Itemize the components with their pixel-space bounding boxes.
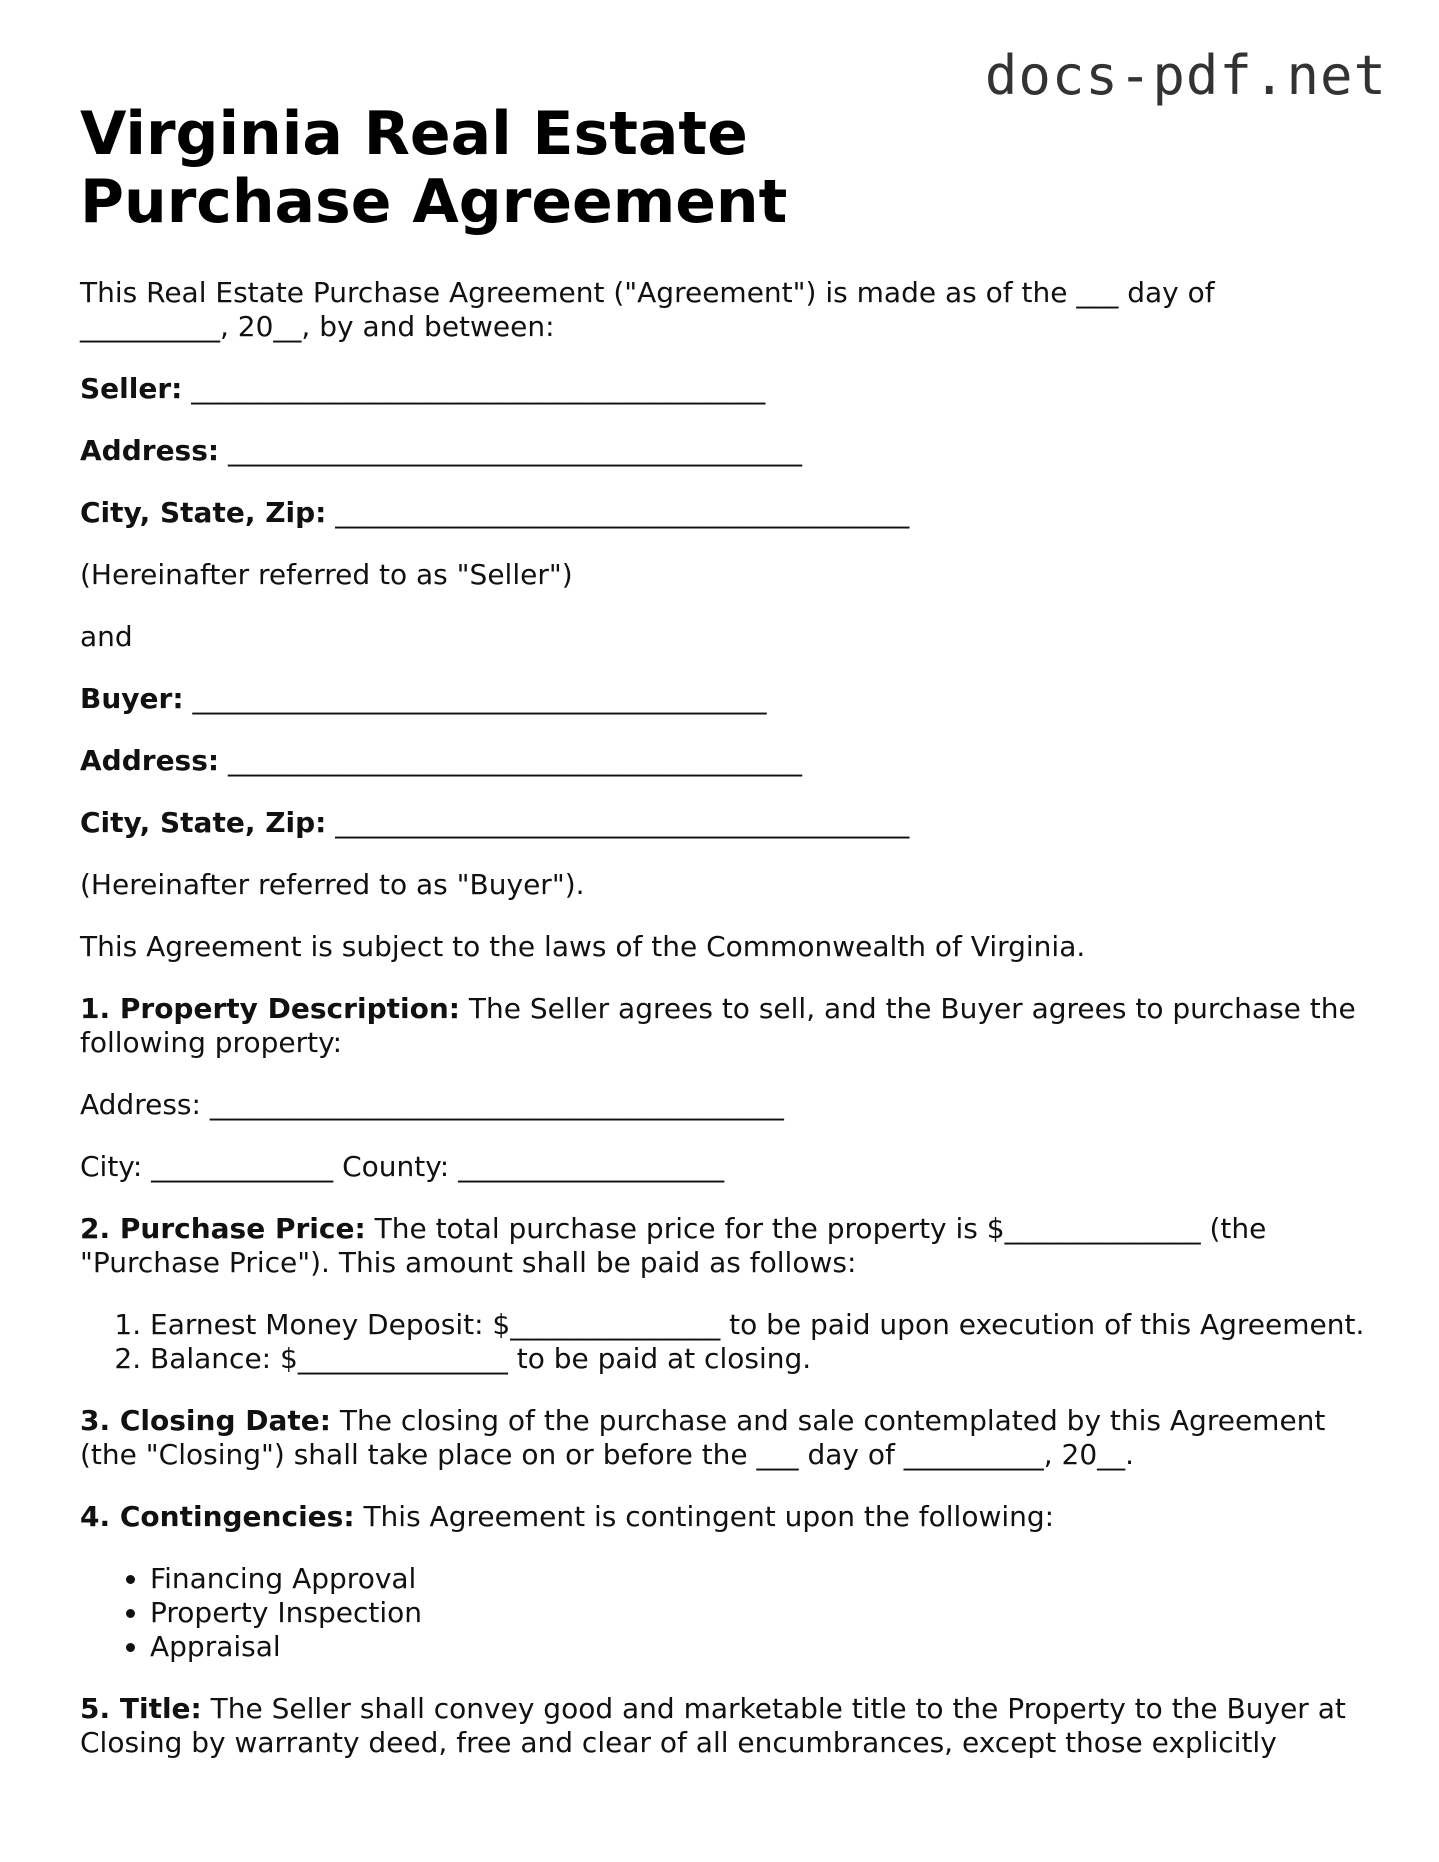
and-text: and [80, 620, 133, 653]
section-2-text: The total purchase price for the property is $______________ (the "Purchase Price"). This amount shall be paid as follows: [80, 1212, 1267, 1279]
list-item: • Financing Approval [150, 1562, 1370, 1596]
section-5-text: The Seller shall convey good and marketable title to the Property to the Buyer at Closing by warranty deed, free and clear of all encumbrances, except those explicitly [80, 1692, 1346, 1759]
seller-name-label: Seller: [80, 372, 183, 405]
seller-city-line [80, 496, 1370, 530]
contingencies-list [80, 1562, 1370, 1664]
section-1-heading: 1. Property Description: [80, 992, 460, 1025]
list-item: • Appraisal [150, 1630, 1370, 1664]
watermark: docs-pdf.net [984, 44, 1387, 107]
section-4-heading: 4. Contingencies: [80, 1500, 355, 1533]
intro-paragraph: This Real Estate Purchase Agreement ("Agreement") is made as of the ___ day of __________, 20__, by and between: [80, 276, 1215, 343]
buyer-name-label: Buyer: [80, 682, 184, 715]
payment-list [80, 1308, 1370, 1376]
buyer-referred: (Hereinafter referred to as "Buyer"). [80, 868, 585, 901]
document-page [80, 100, 1370, 1788]
buyer-name-line [80, 682, 1370, 716]
buyer-city-line [80, 806, 1370, 840]
property-address-line: Address: _________________________________________ [80, 1088, 784, 1121]
seller-city-label: City, State, Zip: [80, 496, 327, 529]
list-item: • Property Inspection [150, 1596, 1370, 1630]
section-2-purchase-price [80, 1212, 1370, 1280]
seller-address-blank: _________________________________________ [228, 434, 802, 467]
buyer-name-blank: _________________________________________ [192, 682, 767, 715]
buyer-city-blank: _________________________________________ [335, 806, 910, 839]
section-1-text: The Seller agrees to sell, and the Buyer agrees to purchase the following property: [80, 992, 1356, 1059]
section-3-closing-date [80, 1404, 1370, 1472]
page-title: Virginia Real Estate Purchase Agreement [80, 99, 788, 237]
section-1-property-description [80, 992, 1370, 1060]
seller-address-label: Address: [80, 434, 220, 467]
section-3-heading: 3. Closing Date: [80, 1404, 331, 1437]
section-5-heading: 5. Title: [80, 1692, 202, 1725]
seller-address-line [80, 434, 1370, 468]
section-4-text: This Agreement is contingent upon the following: [363, 1500, 1055, 1533]
property-city-county-line: City: _____________ County: ___________________ [80, 1150, 725, 1183]
buyer-address-label: Address: [80, 744, 220, 777]
buyer-address-blank: _________________________________________ [228, 744, 802, 777]
buyer-city-label: City, State, Zip: [80, 806, 327, 839]
section-2-heading: 2. Purchase Price: [80, 1212, 366, 1245]
section-5-title [80, 1692, 1370, 1760]
buyer-address-line [80, 744, 1370, 778]
seller-city-blank: _________________________________________ [335, 496, 910, 529]
laws-paragraph: This Agreement is subject to the laws of the Commonwealth of Virginia. [80, 930, 1086, 963]
list-item: 2. Balance: $_______________ to be paid at closing. [150, 1342, 1370, 1376]
section-4-contingencies [80, 1500, 1370, 1534]
seller-name-line [80, 372, 1370, 406]
seller-referred: (Hereinafter referred to as "Seller") [80, 558, 573, 591]
section-3-text: The closing of the purchase and sale contemplated by this Agreement (the "Closing") shall take place on or before the ___ day of __________, 20__. [80, 1404, 1326, 1471]
list-item: 1. Earnest Money Deposit: $_______________ to be paid upon execution of this Agreement. [150, 1308, 1370, 1342]
seller-name-blank: _________________________________________ [191, 372, 766, 405]
